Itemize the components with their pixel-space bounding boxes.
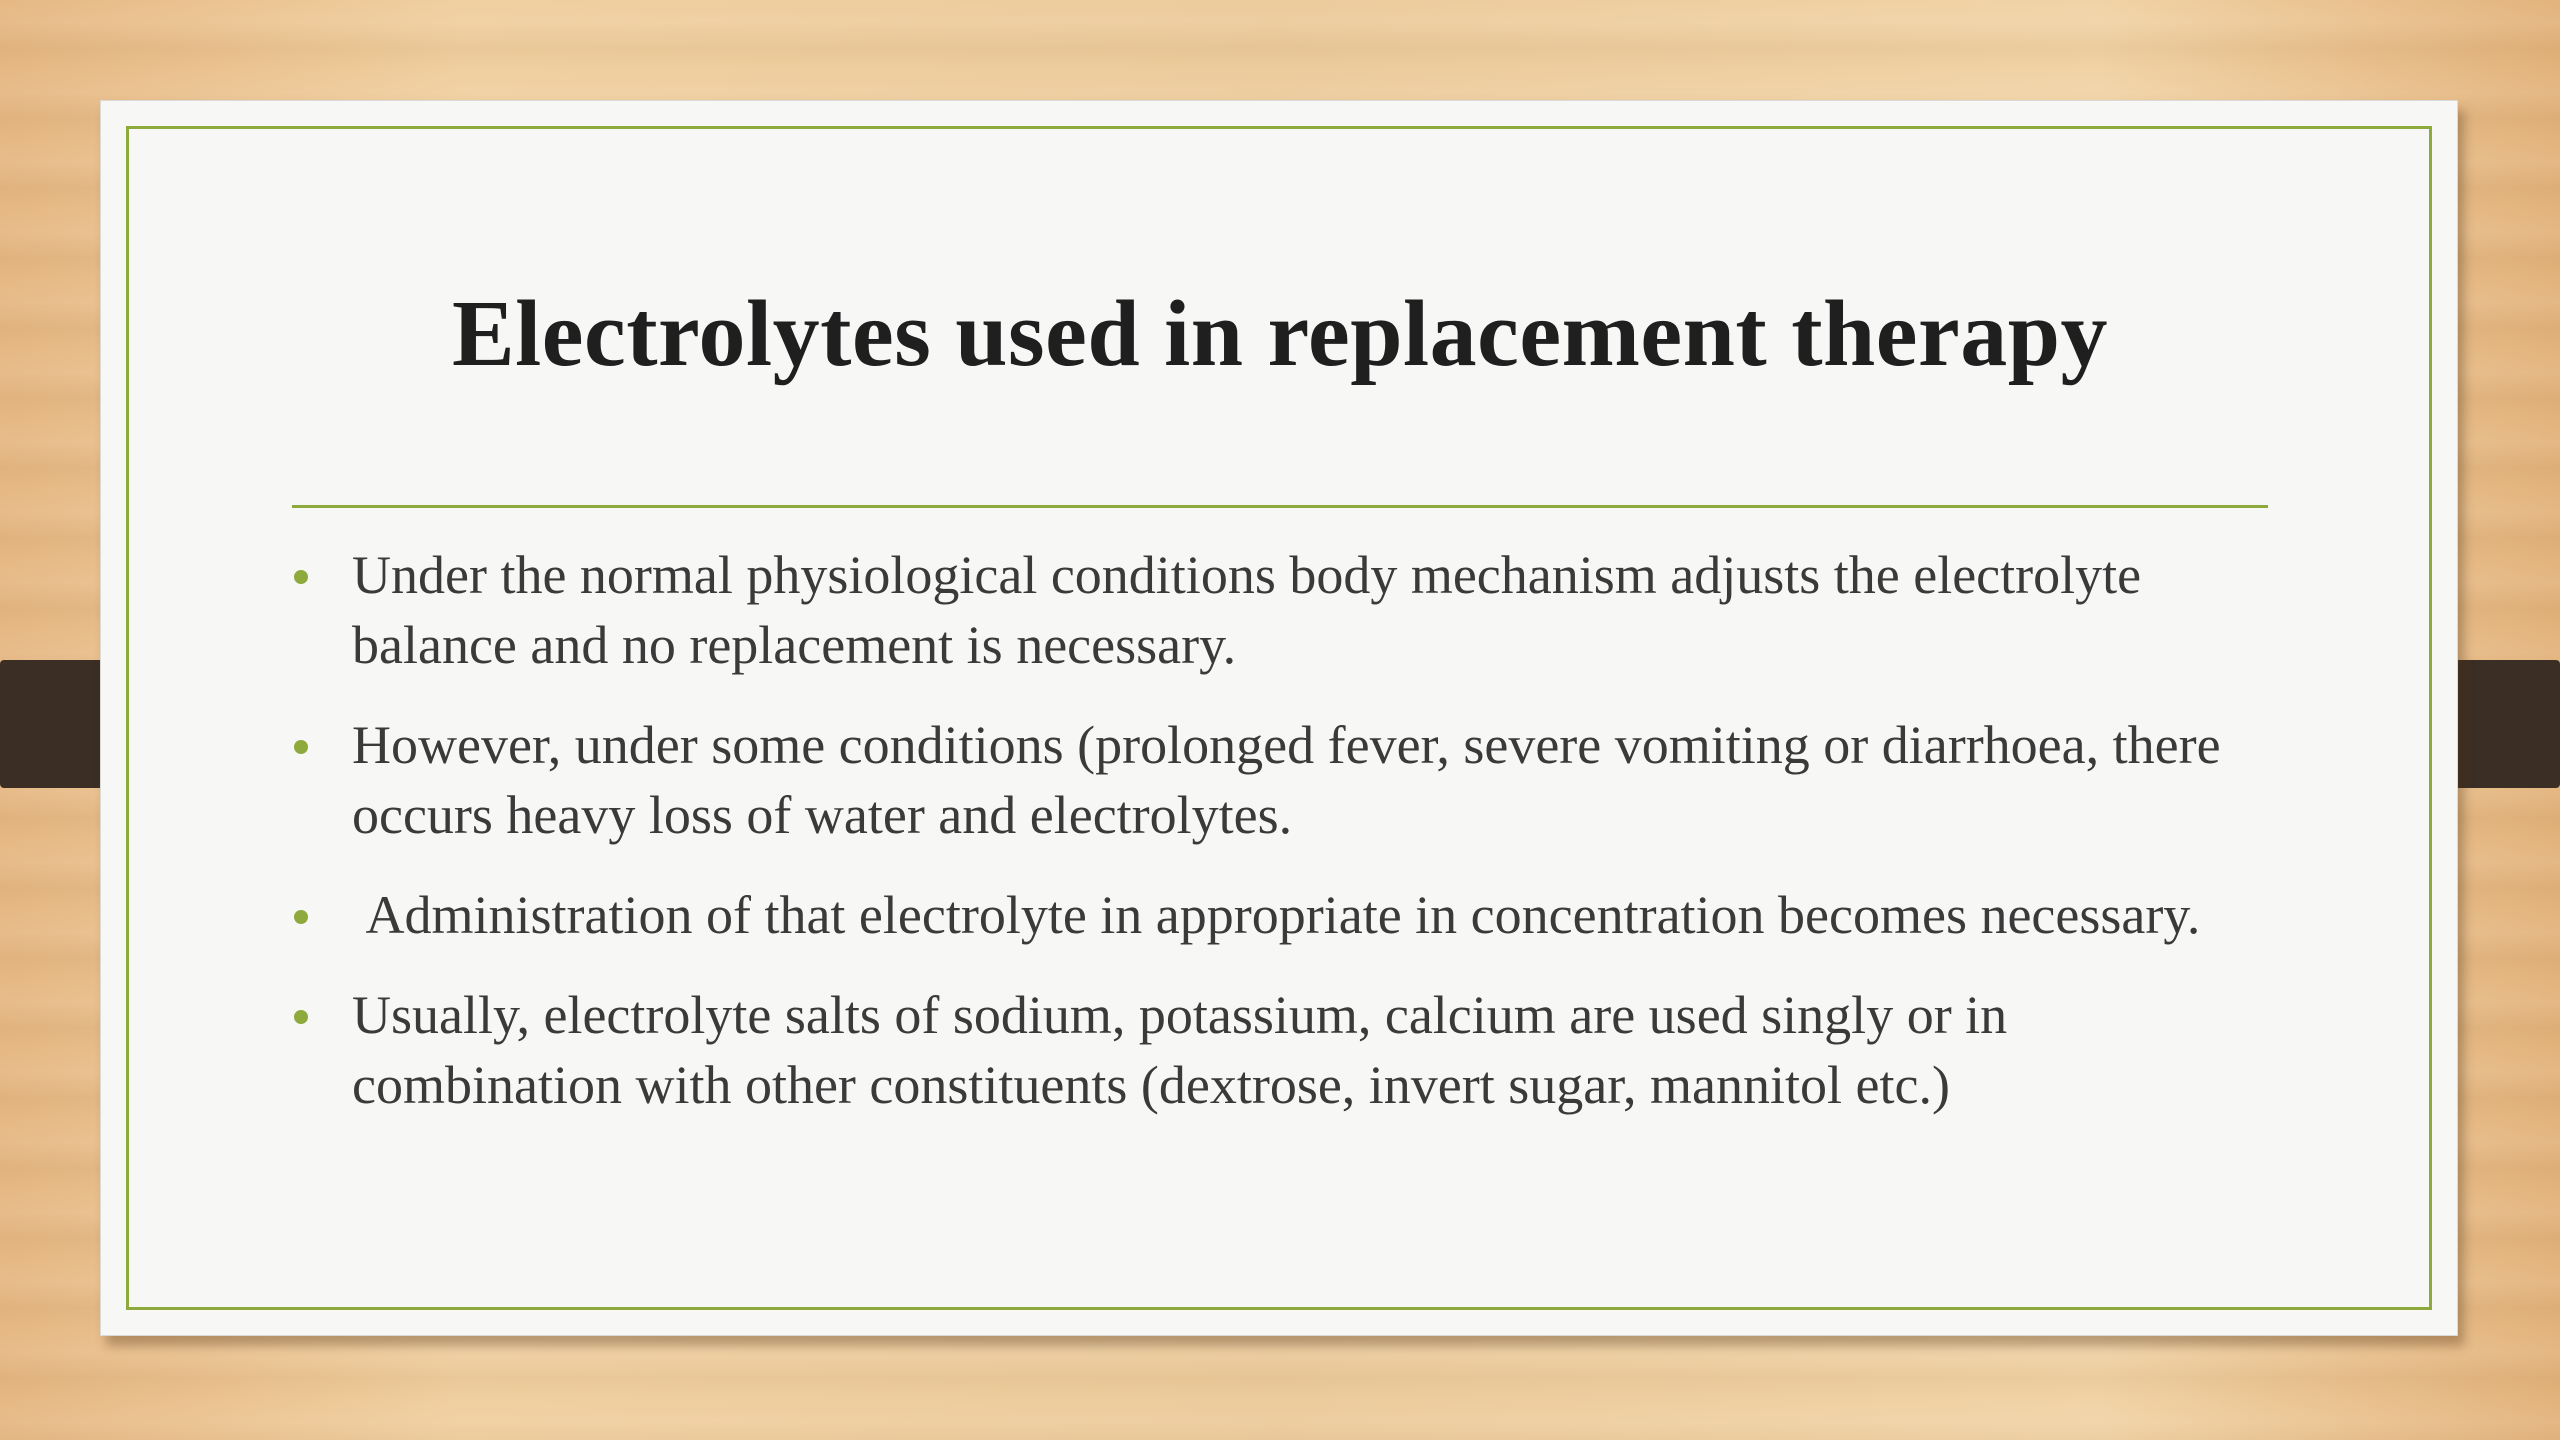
title-divider [292,505,2268,508]
bullet-item [290,880,2280,950]
bullet-dot-icon [294,570,308,584]
bullet-list [290,540,2280,1150]
bullet-text: Administration of that electrolyte in appropriate in concentration becomes necessary. [352,885,2201,945]
bullet-dot-icon [294,1010,308,1024]
bullet-text: Usually, electrolyte salts of sodium, potassium, calcium are used singly or in combination with other constituents (dextrose, invert sugar, mannitol etc.) [352,985,2021,1115]
bullet-dot-icon [294,740,308,754]
slide-title: Electrolytes used in replacement therapy [451,282,2109,386]
bullet-text: Under the normal physiological conditions body mechanism adjusts the electrolyte balance and no replacement is necessary. [352,545,2155,675]
bullet-dot-icon [294,910,308,924]
bullet-item [290,540,2280,680]
bullet-item [290,980,2280,1120]
bullet-text: However, under some conditions (prolonged fever, severe vomiting or diarrhoea, there occurs heavy loss of water and electrolytes. [352,715,2235,845]
bullet-item [290,710,2280,850]
